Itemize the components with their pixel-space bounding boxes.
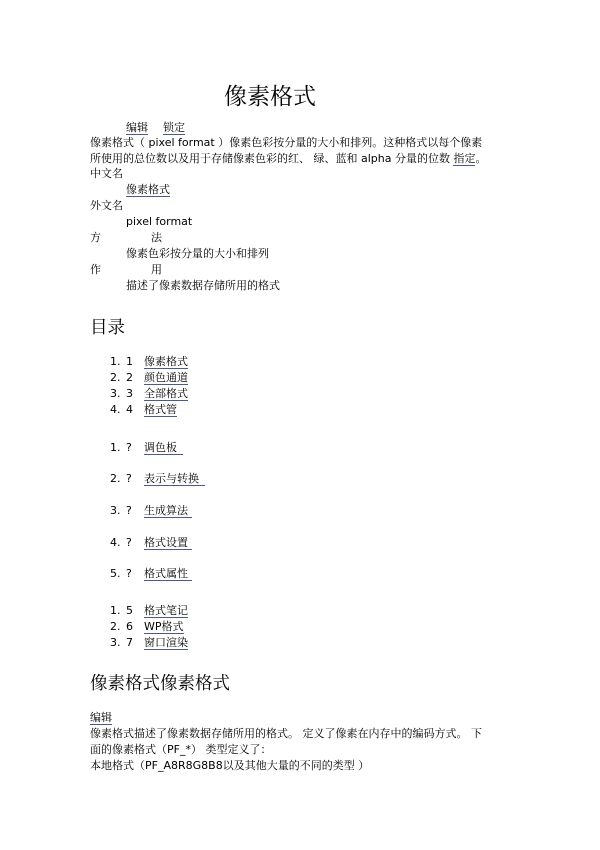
toc-link[interactable]: 格式管 — [144, 403, 177, 416]
toc-link[interactable]: 调色板 — [144, 441, 183, 455]
section-line-3: 本地格式（PF_A8R8G8B8以及其他大量的不同的类型 ） — [90, 759, 370, 772]
toc-number: ? — [126, 567, 132, 580]
page-title: 像素格式 — [224, 84, 316, 110]
intro-line-2 — [90, 152, 486, 166]
toc-index: 3. — [110, 636, 121, 649]
toc-heading: 目录 — [90, 318, 125, 338]
toc-link[interactable]: 生成算法 — [144, 504, 192, 518]
toc-item[interactable] — [110, 402, 177, 417]
toc-index: 5. — [110, 567, 121, 580]
section-line-2: 面的像素格式（PF_*） 类型定义了： — [90, 743, 272, 756]
toc-index: 4. — [110, 403, 121, 416]
toc-number: ? — [126, 536, 132, 549]
intro-line-2-end: 。 — [475, 152, 487, 165]
toc-link[interactable]: 颜色通道 — [144, 371, 188, 384]
toc-number: 7 — [126, 636, 133, 649]
toc-index: 2. — [110, 472, 121, 485]
lock-link[interactable]: 锁定 — [163, 121, 185, 134]
toc-index: 2. — [110, 371, 121, 384]
method-label — [90, 231, 162, 245]
toc-index: 2. — [110, 620, 121, 633]
section-edit — [90, 711, 112, 725]
toc-link[interactable]: 窗口渲染 — [144, 636, 188, 649]
toc-item[interactable] — [110, 503, 192, 518]
cn-name-link[interactable]: 像素格式 — [126, 183, 170, 196]
method-value: 像素色彩按分量的大小和排列 — [126, 247, 269, 260]
toc-item[interactable] — [110, 603, 188, 618]
toc-item[interactable] — [110, 440, 183, 455]
toc-number: 4 — [126, 403, 133, 416]
section-line-1: 像素格式描述了像素数据存储所用的格式。 定义了像素在内存中的编码方式。 下 — [90, 727, 482, 740]
section-edit-link[interactable]: 编辑 — [90, 711, 112, 724]
toc-index: 1. — [110, 604, 121, 617]
section-heading: 像素格式像素格式 — [90, 674, 230, 694]
toc-link[interactable]: 格式设置 — [144, 536, 192, 550]
use-label — [90, 263, 162, 277]
toc-link[interactable]: 格式笔记 — [144, 604, 188, 617]
method-label-part-2: 法 — [151, 231, 162, 244]
toc-index: 1. — [110, 441, 121, 454]
use-label-part-2: 用 — [151, 263, 162, 276]
cn-name-value — [126, 183, 170, 197]
use-value: 描述了像素数据存储所用的格式 — [126, 279, 280, 292]
method-label-part-1: 方 — [90, 231, 101, 244]
toc-link[interactable]: 像素格式 — [144, 355, 188, 368]
toc-link[interactable]: 表示与转换 — [144, 472, 205, 486]
toc-number: 6 — [126, 620, 133, 633]
toc-number: 1 — [126, 355, 133, 368]
edit-link[interactable]: 编辑 — [126, 121, 148, 134]
toc-item[interactable] — [110, 535, 192, 550]
toc-link[interactable]: 全部格式 — [144, 387, 188, 400]
toc-number: ? — [126, 504, 132, 517]
intro-line-2-text: 所使用的总位数以及用于存储像素色彩的红、 绿、蓝和 alpha 分量的位数 — [90, 152, 450, 165]
toc-item[interactable] — [110, 354, 188, 369]
toc-number: 2 — [126, 371, 133, 384]
foreign-name-value: pixel format — [126, 215, 193, 228]
toc-number: ? — [126, 441, 132, 454]
toc-link[interactable]: 格式属性 — [144, 567, 192, 581]
foreign-name-label: 外文名 — [90, 199, 123, 212]
title-edit-links — [126, 121, 185, 135]
toc-number: 5 — [126, 604, 133, 617]
specify-link[interactable]: 指定 — [453, 152, 476, 165]
toc-index: 1. — [110, 355, 121, 368]
cn-name-label: 中文名 — [90, 167, 123, 180]
toc-index: 4. — [110, 536, 121, 549]
toc-item[interactable] — [110, 566, 192, 581]
toc-number: 3 — [126, 387, 133, 400]
toc-index: 3. — [110, 387, 121, 400]
toc-item[interactable] — [110, 386, 188, 401]
intro-line-1: 像素格式（ pixel format ）像素色彩按分量的大小和排列。这种格式以每个像素 — [90, 136, 483, 149]
use-label-part-1: 作 — [90, 263, 101, 276]
toc-item[interactable] — [110, 370, 188, 385]
toc-item[interactable] — [110, 619, 184, 634]
toc-link[interactable]: WP格式 — [144, 620, 184, 633]
toc-item[interactable] — [110, 635, 188, 650]
toc-item[interactable] — [110, 471, 205, 486]
toc-index: 3. — [110, 504, 121, 517]
toc-number: ? — [126, 472, 132, 485]
